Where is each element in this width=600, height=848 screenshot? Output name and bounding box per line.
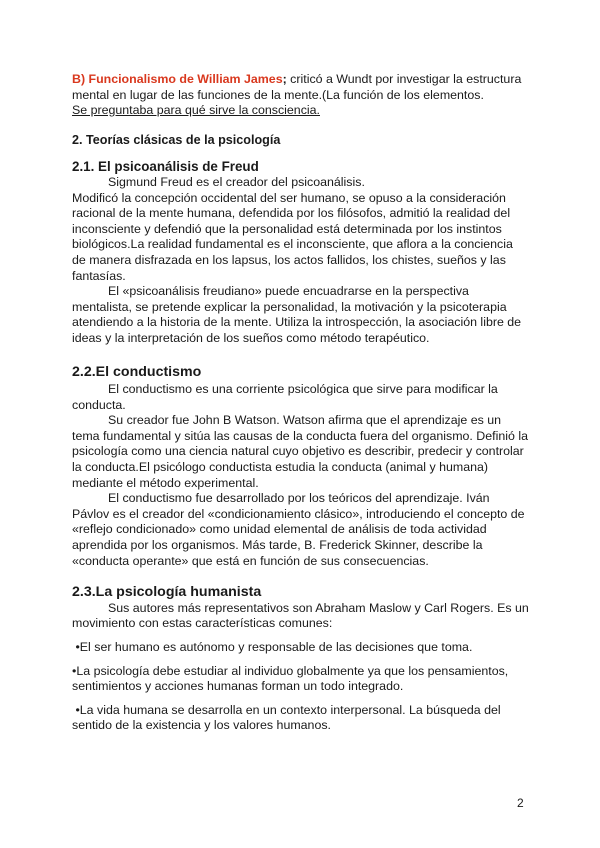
page-content xyxy=(72,72,530,734)
freud-p3: El «psicoanálisis freudiano» puede encuadrarse en la perspectiva mentalista, se pretende explicar la personalidad, la motivación y la psicoterapia atendiendo a la historia de la mente. Utiliza la introspección, la asociación libre de ideas y la interpretación de los sueños como método terapéutico. xyxy=(72,284,522,345)
intro-semicolon: ; xyxy=(282,72,287,86)
conductismo-title: 2.2.El conductismo xyxy=(72,363,202,380)
freud-title: 2.1. El psicoanálisis de Freud xyxy=(72,159,259,175)
intro-paragraph xyxy=(72,72,530,119)
intro-underlined: Se preguntaba para qué sirve la consciencia. xyxy=(72,103,320,118)
page-number: 2 xyxy=(517,796,524,810)
humanista-title: 2.3.La psicología humanista xyxy=(72,584,262,601)
intro-heading: B) Funcionalismo de William James xyxy=(72,72,283,86)
humanista-bullet-2: •La psicología debe estudiar al individuo globalmente ya que los pensamientos, sentimientos y acciones humanas forman un todo integrado. xyxy=(72,663,509,694)
humanista-bullet-1: •El ser humano es autónomo y responsable de las decisiones que toma. xyxy=(72,640,473,654)
freud-p1: Sigmund Freud es el creador del psicoanálisis. xyxy=(108,174,365,189)
conductismo-p2: Su creador fue John B Watson. Watson afirma que el aprendizaje es un tema fundamental y sitúa las causas de la conducta fuera del organismo. Definió la psicología como una ciencia natural cuyo objetivo es describir, predecir y controlar la conducta.El psicólogo conductista estudia la conducta (animal y humana) mediante el método experimental. xyxy=(72,413,528,490)
section-2-title: 2. Teorías clásicas de la psicología xyxy=(72,132,281,147)
conductismo-p1: El conductismo es una corriente psicológica que sirve para modificar la conducta. xyxy=(72,382,498,412)
humanista-p1: Sus autores más representativos son Abraham Maslow y Carl Rogers. Es un movimiento con estas características comunes: xyxy=(72,600,529,631)
conductismo-p3: El conductismo fue desarrollado por los teóricos del aprendizaje. Iván Pávlov es el creador del «condicionamiento clásico», introduciendo el concepto de «reflejo condicionado» como unidad elemental de análisis de toda actividad aprendida por los organismos. Más tarde, B. Frederick Skinner, describe la «conducta operante» que está en función de sus consecuencias. xyxy=(72,491,525,568)
intro-text: criticó a Wundt por investigar la estructura mental en lugar de las funciones de la mente.(La función de los elementos. xyxy=(72,72,522,102)
freud-p2: Modificó la concepción occidental del ser humano, se opuso a la consideración racional de la mente humana, defendida por los filósofos, admitió la realidad del inconsciente y defendió que la personalidad está determinada por los instintos biológicos.La realidad fundamental es el inconsciente, que aflora a la conciencia de manera disfrazada en los lapsus, los actos fallidos, los chistes, sueños y las fantasías. xyxy=(72,190,513,283)
humanista-bullet-3: •La vida humana se desarrolla en un contexto interpersonal. La búsqueda del sentido de la existencia y los valores humanos. xyxy=(72,702,505,733)
